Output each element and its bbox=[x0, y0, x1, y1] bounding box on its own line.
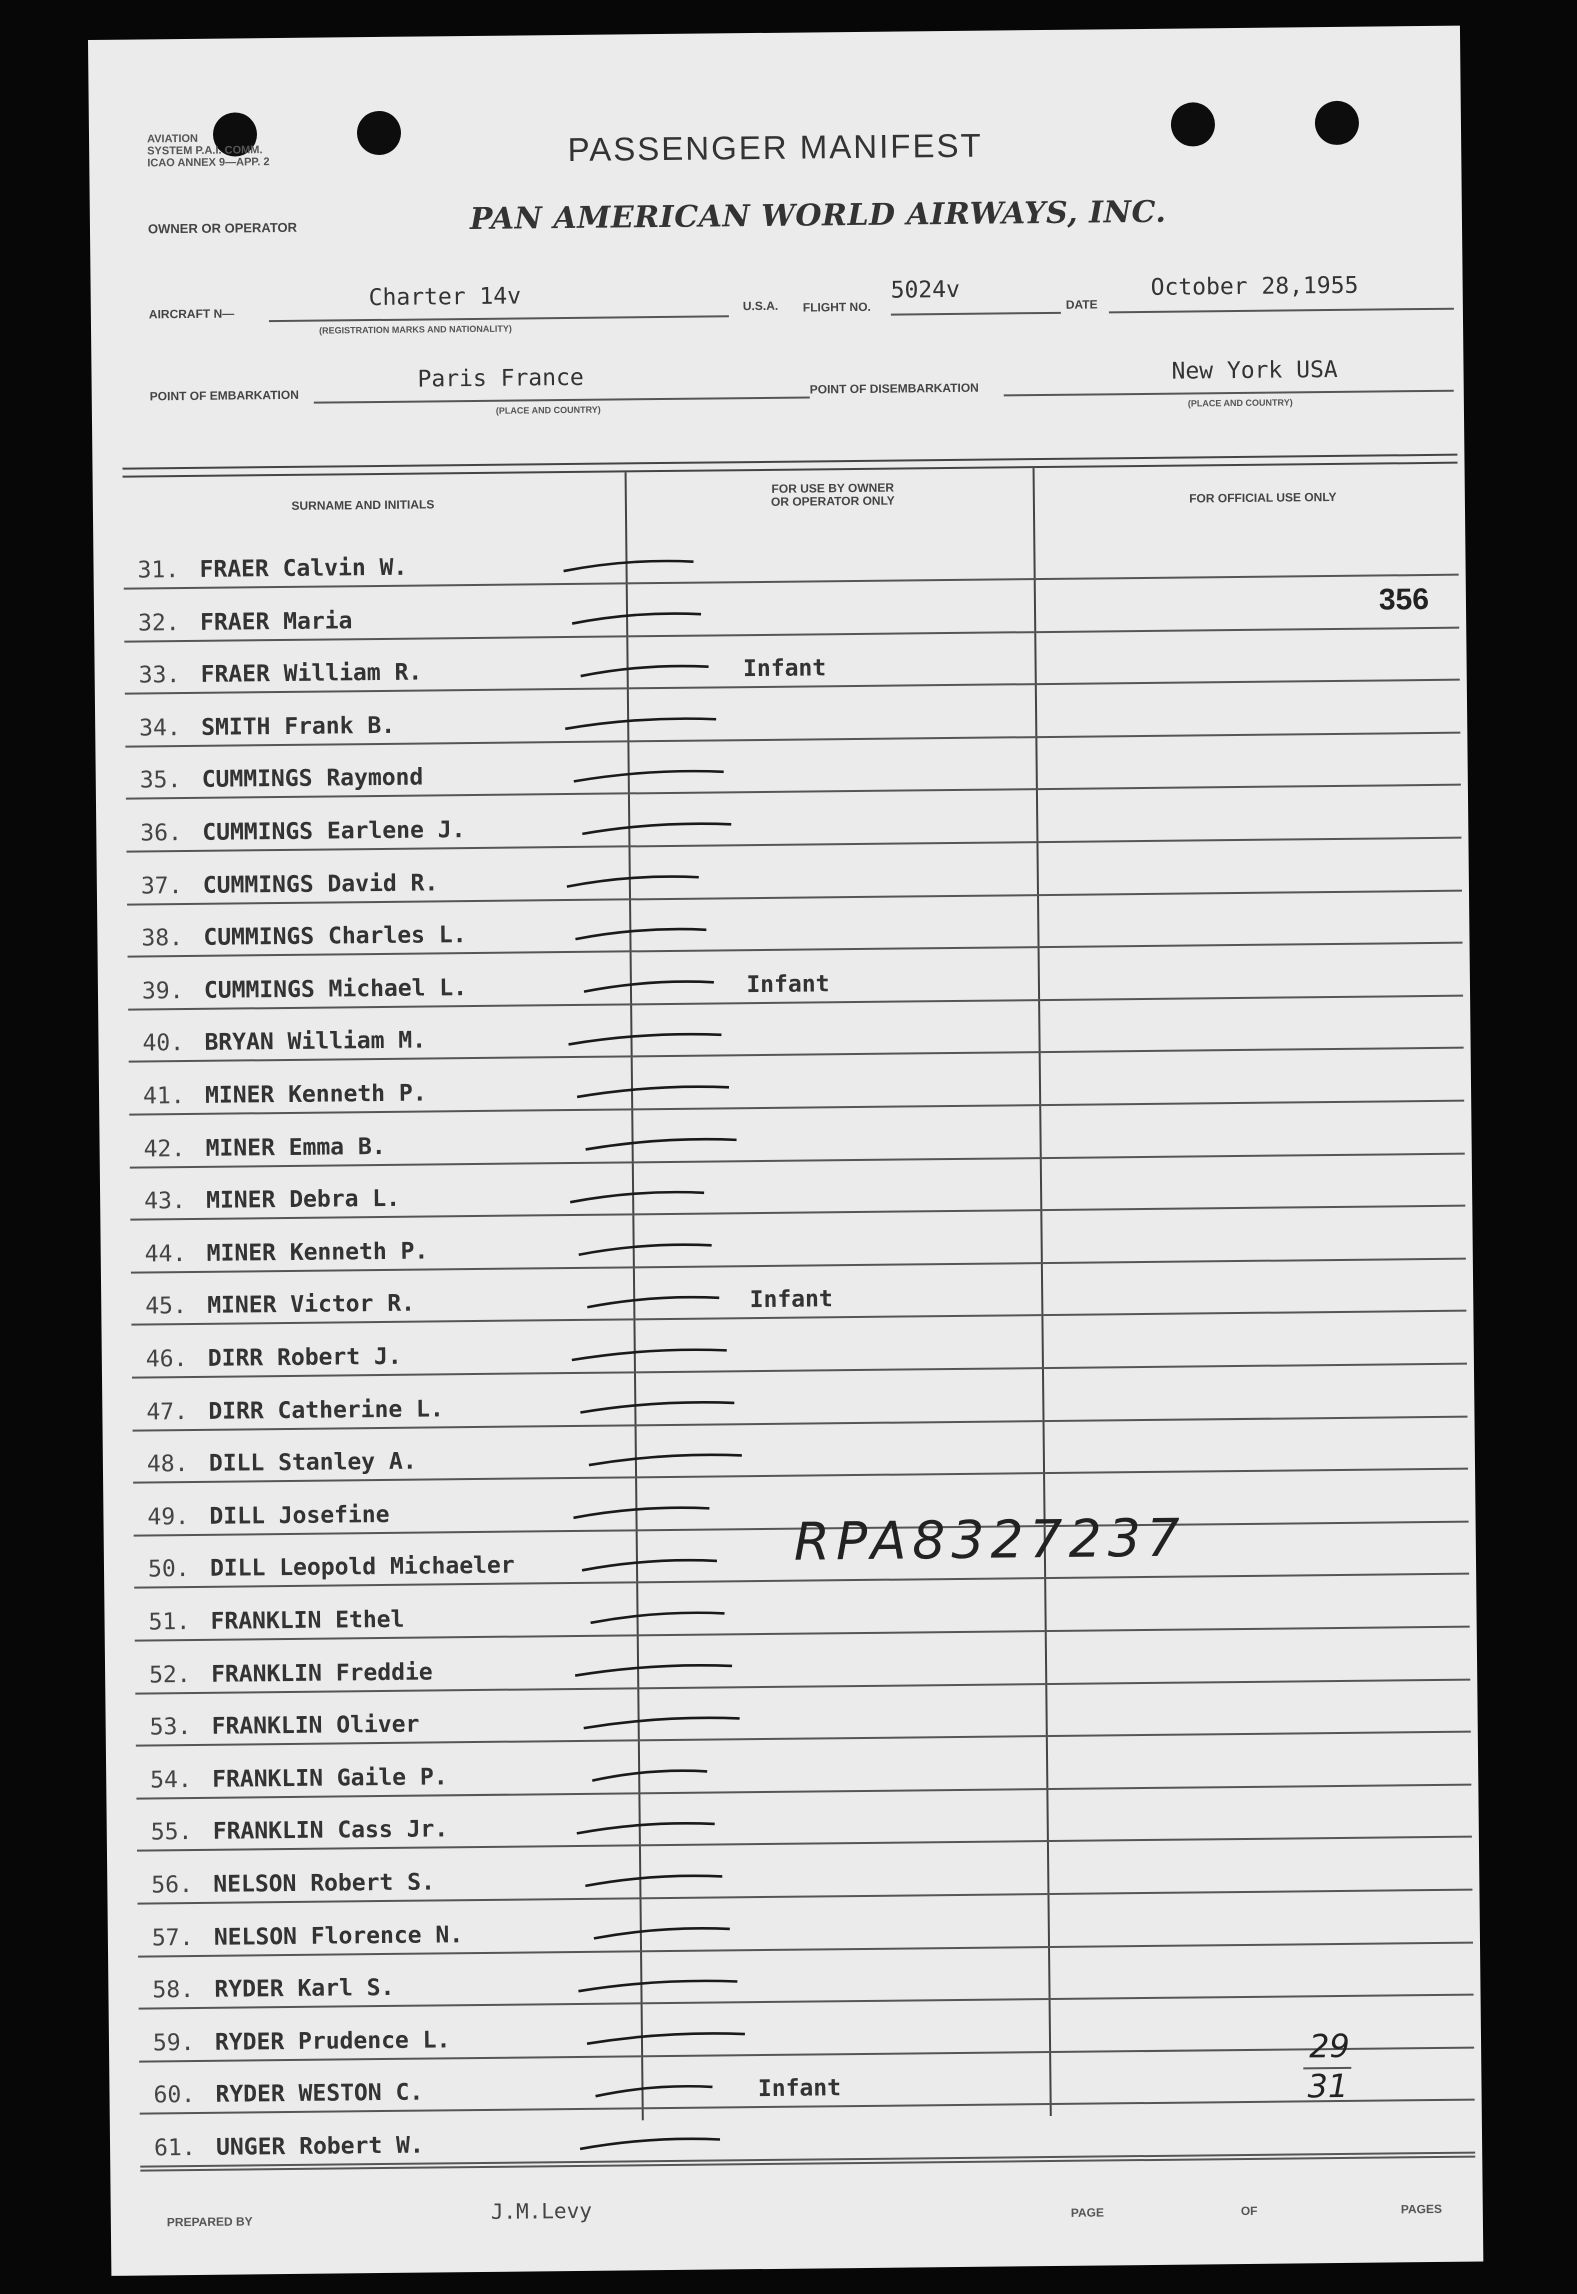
tally-top: 29 bbox=[1308, 2026, 1350, 2066]
page-label: PAGE bbox=[1070, 2205, 1105, 2220]
date-value: October 28,1955 bbox=[1150, 272, 1359, 301]
passenger-name: FRANKLIN Freddie bbox=[210, 1659, 433, 1688]
passenger-name: DIRR Catherine L. bbox=[208, 1395, 444, 1425]
operator-note: Infant bbox=[757, 2075, 842, 2103]
disembarkation-underline bbox=[1004, 390, 1454, 397]
embarkation-label: POINT OF EMBARKATION bbox=[149, 387, 299, 404]
row-number: 60. bbox=[153, 2082, 196, 2109]
operator-note: Infant bbox=[749, 1286, 833, 1314]
passenger-name: RYDER Prudence L. bbox=[214, 2027, 451, 2056]
page-title: PASSENGER MANIFEST bbox=[567, 126, 983, 168]
passenger-name: MINER Emma B. bbox=[205, 1133, 386, 1162]
passenger-name: UNGER Robert W. bbox=[215, 2132, 424, 2161]
passenger-name: DILL Stanley A. bbox=[208, 1448, 417, 1477]
passenger-name: SMITH Frank B. bbox=[201, 712, 396, 741]
manifest-sheet bbox=[88, 26, 1483, 2276]
passenger-name: FRANKLIN Oliver bbox=[211, 1711, 420, 1740]
passenger-name: CUMMINGS Charles L. bbox=[203, 922, 467, 952]
passenger-name: FRAER Maria bbox=[199, 607, 353, 636]
row-number: 31. bbox=[137, 557, 180, 584]
column-header-owner-use bbox=[683, 481, 983, 510]
passenger-name: FRAER William R. bbox=[200, 659, 423, 689]
row-number: 42. bbox=[143, 1135, 186, 1163]
operator-note bbox=[679, 1996, 919, 1999]
passenger-name: RYDER WESTON C. bbox=[215, 2079, 424, 2109]
prepared-by-label: PREPARED BY bbox=[166, 2214, 253, 2230]
column-header-surname: SURNAME AND INITIALS bbox=[291, 497, 435, 513]
operator-note bbox=[670, 1207, 910, 1210]
row-number: 46. bbox=[145, 1346, 188, 1373]
row-number: 34. bbox=[139, 714, 181, 742]
passenger-name: MINER Debra L. bbox=[206, 1185, 401, 1215]
flight-underline bbox=[891, 312, 1061, 316]
row-number: 54. bbox=[150, 1766, 192, 1794]
page-stamp-number: 356 bbox=[1378, 582, 1430, 617]
operator-note bbox=[667, 891, 907, 894]
passenger-name: BRYAN William M. bbox=[204, 1027, 427, 1057]
operator-note bbox=[677, 1890, 917, 1893]
flight-label: FLIGHT NO. bbox=[802, 299, 871, 315]
passenger-name: NELSON Florence N. bbox=[213, 1921, 464, 1951]
row-number: 47. bbox=[146, 1398, 189, 1426]
passenger-name: MINER Victor R. bbox=[207, 1291, 416, 1320]
operator-note bbox=[665, 733, 905, 736]
date-underline bbox=[1109, 308, 1454, 314]
row-number: 43. bbox=[144, 1188, 186, 1215]
row-number: 56. bbox=[151, 1872, 194, 1899]
form-id-line: AVIATION bbox=[146, 132, 199, 146]
owner-label: OWNER OR OPERATOR bbox=[147, 219, 298, 237]
aircraft-underline bbox=[269, 315, 729, 322]
row-number: 59. bbox=[152, 2029, 195, 2057]
row-number: 61. bbox=[153, 2134, 196, 2162]
passenger-name: CUMMINGS Raymond bbox=[201, 764, 424, 794]
disembarkation-label: POINT OF DISEMBARKATION bbox=[809, 380, 979, 397]
row-number: 44. bbox=[144, 1240, 187, 1268]
passenger-name: CUMMINGS David R. bbox=[202, 869, 439, 899]
operator-note bbox=[676, 1785, 916, 1788]
operator-note bbox=[680, 2153, 920, 2156]
disembarkation-value: New York USA bbox=[1171, 356, 1338, 385]
operator-note bbox=[666, 838, 906, 841]
row-number: 36. bbox=[140, 820, 182, 847]
operator-note bbox=[673, 1470, 913, 1473]
passenger-name: FRANKLIN Ethel bbox=[210, 1606, 405, 1635]
aircraft-label: AIRCRAFT N— bbox=[148, 306, 235, 322]
flight-value: 5024v bbox=[890, 276, 961, 304]
operator-note bbox=[669, 1049, 909, 1052]
passenger-name: DILL Leopold Michaeler bbox=[209, 1553, 515, 1583]
column-header-official: FOR OFFICIAL USE ONLY bbox=[1189, 489, 1337, 506]
pages-label: PAGES bbox=[1400, 2201, 1442, 2217]
row-number: 53. bbox=[149, 1714, 192, 1741]
of-label: OF bbox=[1240, 2203, 1258, 2219]
passenger-name: DIRR Robert J. bbox=[207, 1343, 402, 1372]
operator-note bbox=[677, 1838, 917, 1841]
passenger-name: CUMMINGS Michael L. bbox=[203, 974, 468, 1004]
row-number: 37. bbox=[140, 872, 183, 900]
operator-note bbox=[679, 2048, 919, 2051]
operator-note: Infant bbox=[746, 971, 830, 998]
operator-note bbox=[666, 786, 906, 789]
operator-note bbox=[668, 944, 908, 947]
prepared-by-value: J.M.Levy bbox=[490, 2198, 593, 2224]
operator-name: PAN AMERICAN WORLD AIRWAYS, INC. bbox=[469, 194, 1167, 238]
handwritten-passport-number: RPA8327237 bbox=[793, 1508, 1187, 1573]
operator-note bbox=[675, 1680, 915, 1683]
passenger-name: FRANKLIN Cass Jr. bbox=[212, 1816, 449, 1846]
row-number: 45. bbox=[145, 1293, 187, 1320]
operator-note bbox=[674, 1575, 914, 1578]
row-number: 38. bbox=[141, 925, 184, 952]
form-id-line: SYSTEM P.A.I. COMM. bbox=[147, 144, 263, 158]
row-number: 57. bbox=[151, 1924, 194, 1952]
aircraft-sublabel: (REGISTRATION MARKS AND NATIONALITY) bbox=[319, 323, 512, 336]
column-header-owner-use-line: FOR USE BY OWNER bbox=[771, 480, 895, 496]
row-number: 49. bbox=[147, 1503, 190, 1531]
usa-label: U.S.A. bbox=[742, 298, 779, 314]
row-number: 32. bbox=[137, 609, 180, 637]
passenger-name: CUMMINGS Earlene J. bbox=[202, 817, 466, 846]
date-label: DATE bbox=[1065, 297, 1098, 312]
operator-note bbox=[664, 575, 904, 578]
operator-note bbox=[672, 1364, 912, 1367]
operator-note bbox=[670, 1154, 910, 1157]
operator-note bbox=[676, 1733, 916, 1736]
operator-note bbox=[678, 1943, 918, 1946]
operator-note bbox=[672, 1417, 912, 1420]
embarkation-sublabel: (PLACE AND COUNTRY) bbox=[495, 404, 601, 416]
row-number: 35. bbox=[139, 767, 182, 794]
form-id-line: ICAO ANNEX 9—APP. 2 bbox=[147, 156, 270, 170]
row-number: 51. bbox=[148, 1609, 191, 1636]
passenger-name: RYDER Karl S. bbox=[214, 1975, 395, 2003]
row-number: 50. bbox=[147, 1556, 190, 1583]
aircraft-value: Charter 14v bbox=[368, 283, 522, 312]
passenger-name: DILL Josefine bbox=[209, 1501, 390, 1530]
row-number: 41. bbox=[142, 1083, 185, 1110]
embarkation-value: Paris France bbox=[417, 364, 584, 393]
passenger-name: FRAER Calvin W. bbox=[199, 554, 408, 583]
row-number: 52. bbox=[148, 1661, 191, 1689]
operator-note bbox=[675, 1627, 915, 1630]
passenger-name: MINER Kenneth P. bbox=[204, 1080, 427, 1109]
operator-note bbox=[669, 1101, 909, 1104]
operator-note bbox=[664, 628, 904, 631]
row-number: 33. bbox=[138, 662, 181, 689]
column-header-owner-use-line: OR OPERATOR ONLY bbox=[770, 493, 895, 509]
row-number: 40. bbox=[142, 1030, 185, 1057]
row-number: 48. bbox=[146, 1451, 189, 1478]
passenger-name: MINER Kenneth P. bbox=[206, 1238, 429, 1267]
operator-note: Infant bbox=[742, 655, 827, 683]
embarkation-underline bbox=[314, 396, 810, 403]
tally-bottom: 31 bbox=[1307, 2066, 1349, 2106]
row-number: 58. bbox=[152, 1977, 195, 2004]
table-top-rule bbox=[122, 454, 1457, 478]
row-number: 55. bbox=[150, 1819, 193, 1846]
passenger-name: FRANKLIN Gaile P. bbox=[212, 1764, 448, 1793]
row-number: 39. bbox=[141, 977, 184, 1005]
passenger-name: NELSON Robert S. bbox=[213, 1869, 436, 1898]
disembarkation-sublabel: (PLACE AND COUNTRY) bbox=[1187, 397, 1293, 409]
operator-note bbox=[671, 1259, 911, 1262]
